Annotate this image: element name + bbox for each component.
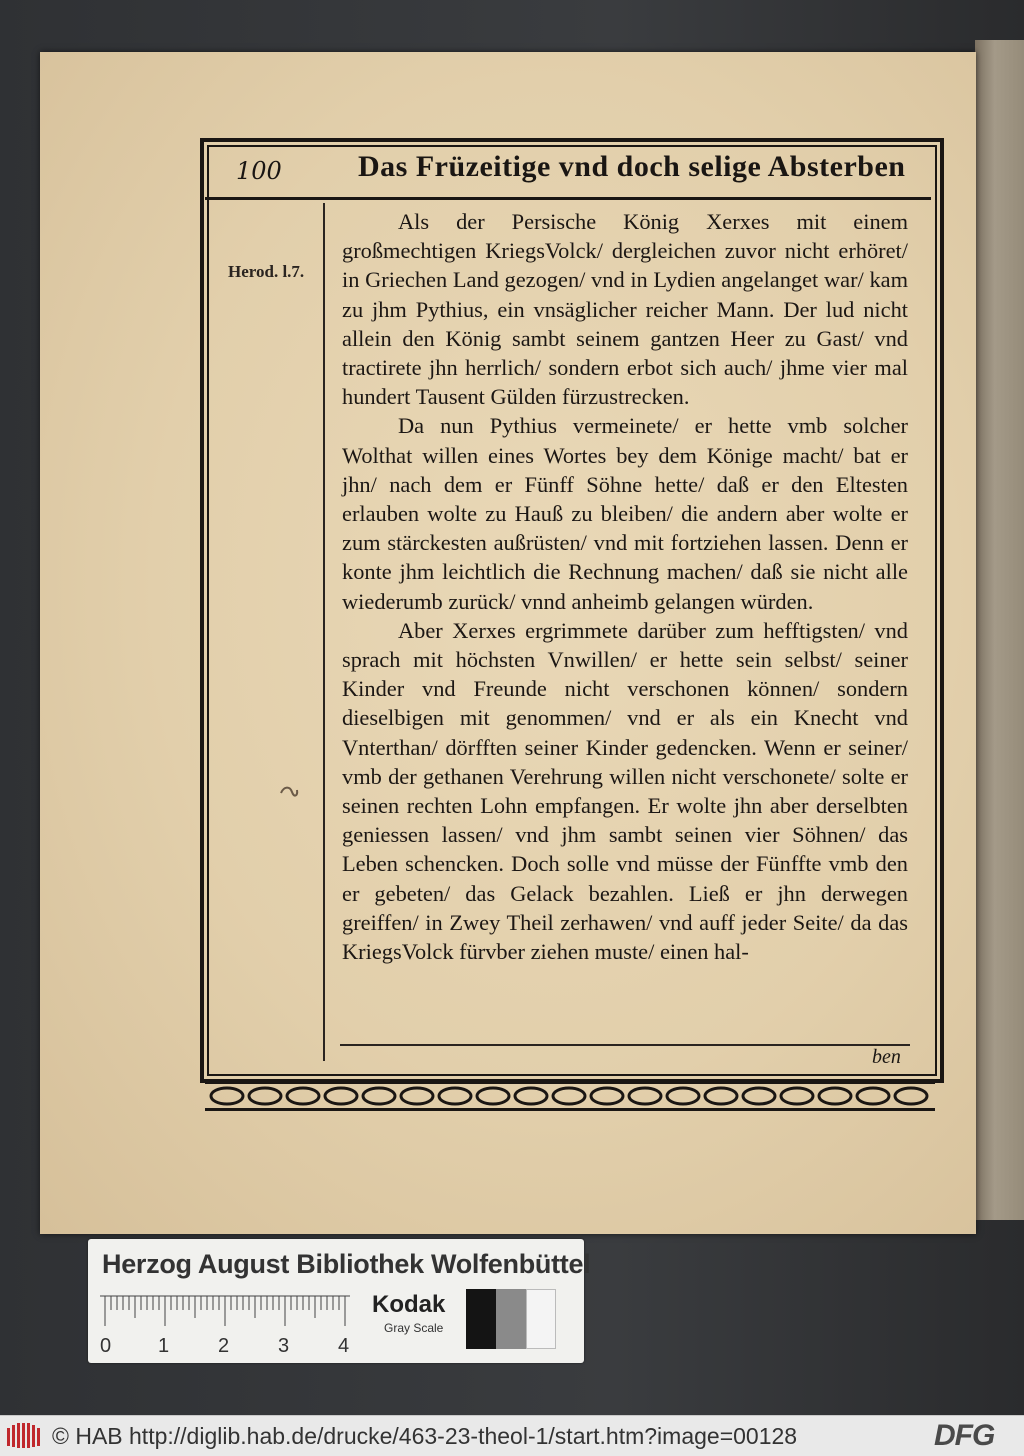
paragraph-2: Da nun Pythius vermeinete/ er hette vmb solcher Wolthat willen eines Wortes bey dem Könige macht/ bat er jhn/ nach dem er Fünff Söhne hette/ daß er den Eltesten erlauben wolte zu Hauß zu bleiben/ die andern aber wolte er zum stärckesten außrüsten/ vnd mit fortziehen lassen. Denn er konte jhm leichtlich die Rechnung machen/ daß sie nicht alle wiederumb zurück/ vnnd anheimb gelangen würden. [342,413,908,614]
paragraph-1: Als der Persische König Xerxes mit einem großmechtigen KriegsVolck/ dergleichen zuvor nicht erhöret/ in Griechen Land gezogen/ vnd in Lydien angelanget war/ kam zu jhm Pythius, ein vnsäglicher reicher Mann. Der lud nicht allein den König sambt seinem gantzen Heer zu Gast/ vnd tractirete jhn herrlich/ sondern erbot sich auch/ jhme vier mal hundert Tausent Gülden fürzustrecken. [342,209,908,410]
ruler-scale [100,1294,360,1358]
gray-swatches [466,1289,558,1349]
margin-rule [323,203,325,1061]
ruler-number: 1 [158,1335,170,1357]
text-bottom-rule [340,1044,910,1046]
institution-name: Herzog August Bibliothek Wolfenbüttel [102,1249,591,1279]
body-text [342,207,908,966]
calibration-card [88,1239,591,1363]
swatch-white [526,1289,556,1349]
ornament-border-icon [205,1080,935,1112]
footer-bar [0,1415,1024,1456]
catchword: ben [872,1046,901,1068]
swatch-gray [496,1289,526,1349]
gray-scale-label: Gray Scale [384,1321,444,1335]
adjacent-sheet [975,40,1024,1220]
margin-note: Herod. l.7. [228,262,305,281]
running-title: Das Früzeitige vnd doch selige Absterben [358,150,906,183]
hab-logo-icon [6,1422,42,1450]
footer-credit: © HAB http://diglib.hab.de/drucke/463-23-theol-1/start.htm?image=00128 [52,1423,798,1449]
page-number: 100 [236,157,282,185]
kodak-logo: Kodak [372,1291,446,1318]
paragraph-3: Aber Xerxes ergrimmete darüber zum hefftigsten/ vnd sprach mit höchsten Vnwillen/ er hette sein selbst/ seiner Kinder vnd Freunde nicht verschonen können/ sondern dieselbigen mit genommen/ vnd er als ein Knecht vnd Vnterthan/ dörfften seiner Kinder gedencken. Wenn er seiner/ vmb der gethanen Verehrung willen nicht verschonete/ solte er seinen rechten Lohn empfangen. Er wolte jhn aber derselbten geniessen lassen/ vnd jhm sambt seinen vier Söhnen/ das Leben schencken. Doch solle vnd müsse der Fünffte vmb den er gebeten/ das Gelack bezahlen. Ließ er jhn derwegen greiffen/ in Zwey Theil zerhawen/ vnd auff jeder Seite/ da das KriegsVolck fürvber ziehen muste/ einen hal- [342,617,908,965]
dfg-logo: DFG [934,1419,995,1452]
header-rule [205,197,931,200]
ruler-number: 4 [338,1335,350,1357]
swatch-black [466,1289,496,1349]
bleed-through-mark [278,784,300,802]
ruler-number: 2 [218,1335,230,1357]
ruler-number: 0 [100,1335,112,1357]
ruler-number: 3 [278,1335,290,1357]
